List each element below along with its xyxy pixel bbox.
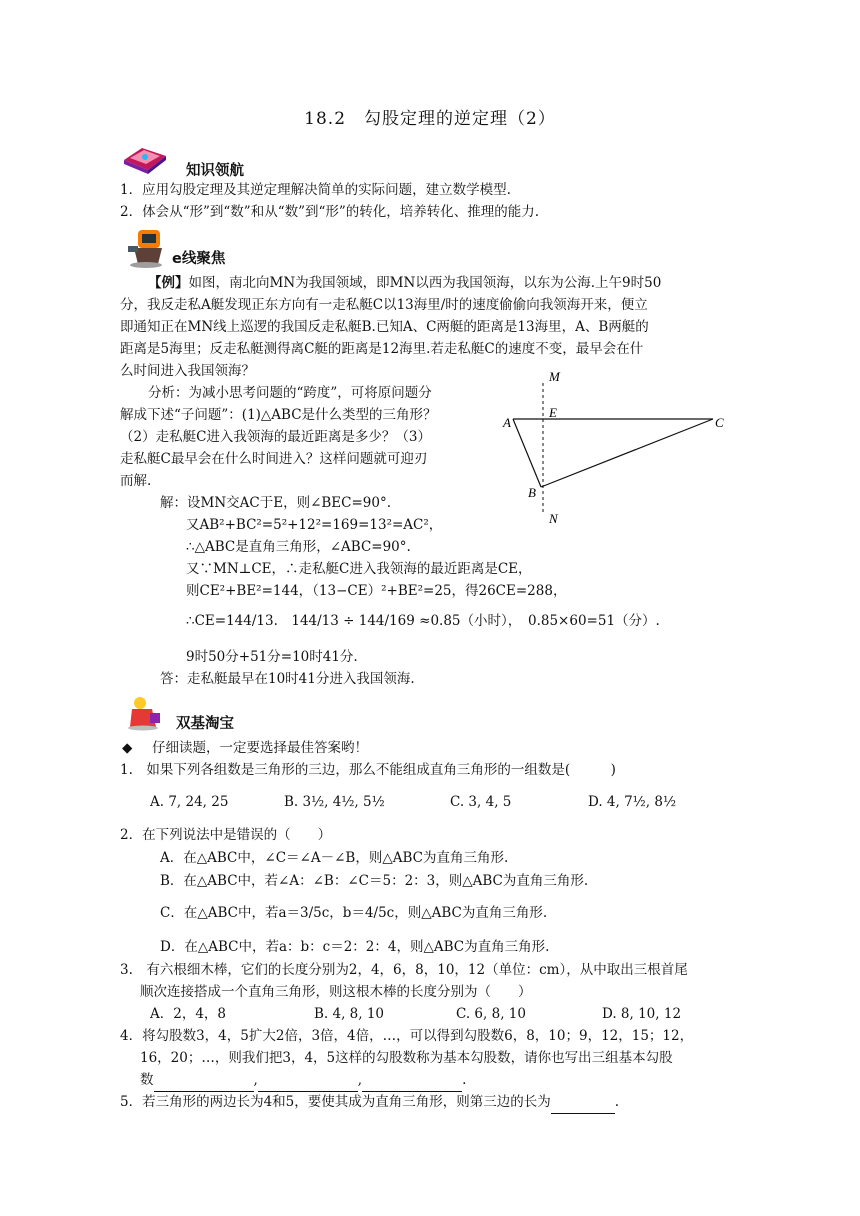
example-text-line: 分，我反走私A艇发现正东方向有一走私艇C以13海里/时的速度偷偷向我领海开来，便立 — [120, 297, 648, 313]
q2-option-b: B．在△ABC中，若∠A：∠B：∠C＝5：2：3，则△ABC为直角三角形. — [160, 873, 589, 889]
question-2-stem: 2．在下列说法中是错误的（ ） — [120, 827, 332, 843]
example-text-line: 如图，南北向MN为我国领域，即MN以西为我国领海，以东为公海.上午9时50 — [188, 275, 662, 291]
analysis-line: （2）走私艇C进入我领海的最近距离是多少？（3） — [120, 429, 432, 445]
segment-ab — [513, 419, 541, 487]
answer-blank-2[interactable] — [258, 1070, 358, 1092]
answer-blank-3[interactable] — [362, 1070, 462, 1092]
solution-line: 9时50分+51分=10时41分. — [186, 649, 358, 665]
section-heading-knowledge: 知识领航 — [186, 163, 244, 179]
question-5-stem: 5．若三角形的两边长为4和5，要使其成为直角三角形，则第三边的长为 — [120, 1094, 551, 1110]
label-c: C — [715, 415, 724, 430]
solution-line-fraction: ∴CE=144/13. 144/13 ÷ 144/169 ≈0.85（小时）， 0.85×60=51（分）. — [186, 613, 660, 629]
analysis-line: 分析：为减小思考问题的“跨度”，可将原问题分 — [148, 385, 432, 401]
solution-line: ∴△ABC是直角三角形，∠ABC=90°. — [186, 539, 411, 555]
example-tag: 【例】 — [148, 275, 189, 291]
q3-option-b: B. 4, 8, 10 — [314, 1006, 385, 1022]
answer-line: 答：走私艇最早在10时41分进入我国领海. — [160, 671, 415, 687]
label-b: B — [528, 485, 536, 500]
treasure-icon — [126, 695, 162, 735]
analysis-line: 走私艇C最早会在什么时间进入？这样问题就可迎刃 — [120, 451, 428, 467]
section-heading-focus: e线聚焦 — [172, 251, 226, 267]
solution-line: 又∵MN⊥CE，∴走私艇C进入我领海的最近距离是CE， — [186, 561, 532, 577]
example-text-line: 距离是5海里；反走私艇测得离C艇的距离是12海里.若走私艇C的速度不变，最早会在什 — [120, 341, 644, 357]
question-4-line: 4．将勾股数3，4，5扩大2倍，3倍，4倍，…，可以得到勾股数6，8，10；9，12，15；12， — [120, 1028, 694, 1044]
solution-line: 又AB²+BC²=5²+12²=169=13²=AC²， — [186, 517, 443, 533]
q1-option-a: A. 7, 24, 25 — [150, 794, 229, 810]
question-4-line: 数 — [140, 1072, 154, 1088]
question-3-stem: 3. 有六根细木棒，它们的长度分别为2，4，6，8，10，12（单位：cm），从中取出三根首尾 — [120, 962, 688, 978]
q2-option-d: D．在△ABC中，若a：b：c＝2：2：4，则△ABC为直角三角形. — [160, 939, 550, 955]
solution-line: 则CE²+BE²=144，（13−CE）²+BE²=25，得26CE=288， — [186, 583, 567, 599]
books-icon — [120, 142, 170, 178]
q2-option-a: A．在△ABC中，∠C＝∠A－∠B，则△ABC为直角三角形. — [160, 850, 509, 866]
question-3-stem-cont: 顺次连接搭成一个直角三角形，则这根木棒的长度分别为（ ） — [140, 984, 532, 1000]
geometry-figure — [495, 365, 745, 537]
q2-option-c: C．在△ABC中，若a＝3/5c，b＝4/5c，则△ABC为直角三角形. — [160, 905, 548, 921]
diamond-bullet-icon: ◆ — [122, 740, 133, 756]
robot-icon — [124, 226, 168, 272]
q3-option-c: C. 6, 8, 10 — [456, 1006, 526, 1022]
q1-option-c: C. 3, 4, 5 — [450, 794, 512, 810]
goal-item: 2．体会从“形”到“数”和从“数”到“形”的转化，培养转化、推理的能力. — [120, 204, 540, 220]
answer-blank-1[interactable] — [154, 1070, 254, 1092]
page-title: 18.2 勾股定理的逆定理（2） — [304, 109, 556, 129]
answer-blank-q5[interactable] — [551, 1092, 615, 1114]
solution-line: 解：设MN交AC于E，则∠BEC=90°. — [160, 495, 392, 511]
label-m: M — [549, 369, 560, 384]
example-text-line: 即通知正在MN线上巡逻的我国反走私艇B.已知A、C两艇的距离是13海里，A、B两艇的 — [120, 319, 649, 335]
q1-option-b: B. 3½, 4½, 5½ — [284, 794, 385, 810]
q3-option-d: D. 8, 10, 12 — [602, 1006, 682, 1022]
section-heading-exercises: 双基淘宝 — [176, 716, 234, 732]
analysis-line: 而解. — [120, 473, 152, 489]
question-1-stem: 1. 如果下列各组数是三角形的三边，那么不能组成直角三角形的一组数是( ) — [120, 762, 616, 778]
example-text-line: 么时间进入我国领海？ — [120, 363, 255, 379]
q1-option-d: D. 4, 7½, 8½ — [588, 794, 677, 810]
q3-option-a: A．2，4，8 — [150, 1006, 227, 1022]
question-4-line: 16，20；…，则我们把3，4，5这样的勾股数称为基本勾股数，请你也写出三组基本勾股 — [140, 1050, 673, 1066]
goal-item: 1．应用勾股定理及其逆定理解决简单的实际问题，建立数学模型. — [120, 182, 511, 198]
exercise-intro: 仔细读题，一定要选择最佳答案哟！ — [152, 740, 368, 756]
label-e: E — [549, 405, 557, 420]
segment-bc — [541, 419, 713, 487]
label-n: N — [549, 511, 558, 526]
analysis-line: 解成下述“子问题”：(1)△ABC是什么类型的三角形？ — [120, 407, 437, 423]
label-a: A — [503, 415, 511, 430]
